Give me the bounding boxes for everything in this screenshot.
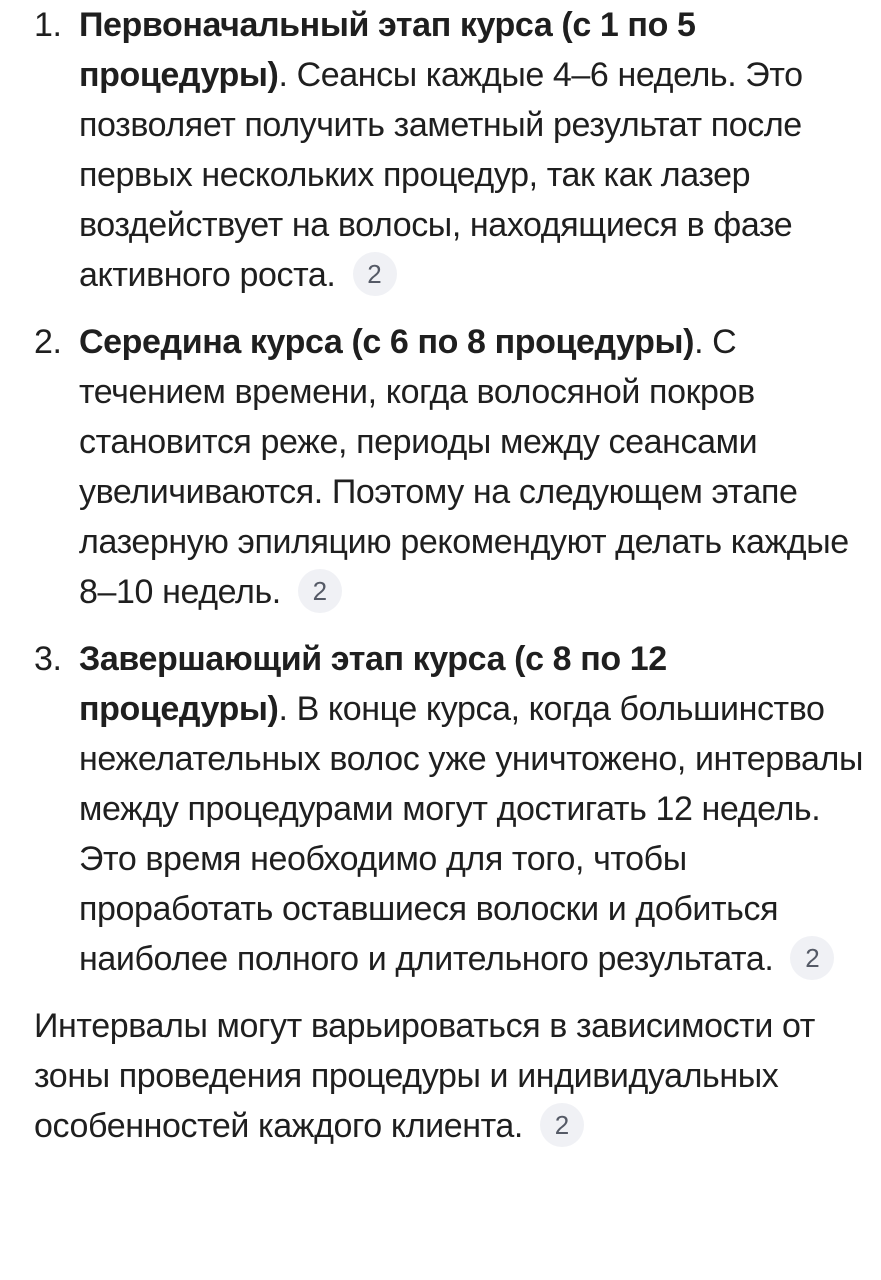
- list-item-title: Первоначальный этап курса (с 1 по 5 процедуры): [79, 6, 696, 94]
- list-item: [34, 0, 864, 300]
- course-stages-list: [34, 0, 864, 984]
- list-item-number: 1.: [34, 6, 62, 44]
- list-item-title: Завершающий этап курса (с 8 по 12 процедуры): [79, 640, 667, 728]
- citation-badge[interactable]: 2: [790, 936, 834, 980]
- list-item-number: 3.: [34, 640, 62, 678]
- title-separator: .: [278, 690, 288, 728]
- title-separator: .: [694, 323, 704, 361]
- citation-badge[interactable]: 2: [298, 569, 342, 613]
- summary-paragraph: [34, 1001, 864, 1151]
- list-item: [34, 634, 864, 984]
- list-item-title: Середина курса (с 6 по 8 процедуры): [79, 323, 695, 361]
- list-item-number: 2.: [34, 323, 62, 361]
- answer-content: [34, 0, 864, 1185]
- summary-text: Интервалы могут варьироваться в зависимости от зоны проведения процедуры и индивидуальных особенностей каждого клиента.: [34, 1007, 815, 1145]
- title-separator: .: [278, 56, 288, 94]
- list-item: [34, 317, 864, 617]
- list-item-text: С течением времени, когда волосяной покров становится реже, периоды между сеансами увеличиваются. Поэтому на следующем этапе лазерную эпиляцию рекомендуют делать каждые 8–10 недель.: [79, 323, 849, 611]
- list-item-text: Сеансы каждые 4–6 недель. Это позволяет получить заметный результат после первых нескольких процедур, так как лазер воздействует на волосы, находящиеся в фазе активного роста.: [79, 56, 803, 294]
- citation-badge[interactable]: 2: [540, 1103, 584, 1147]
- list-item-text: В конце курса, когда большинство нежелательных волос уже уничтожено, интервалы между процедурами могут достигать 12 недель. Это время необходимо для того, чтобы проработать оставшиеся волоски и добиться наиболее полного и длительного результата.: [79, 690, 863, 978]
- citation-badge[interactable]: 2: [353, 252, 397, 296]
